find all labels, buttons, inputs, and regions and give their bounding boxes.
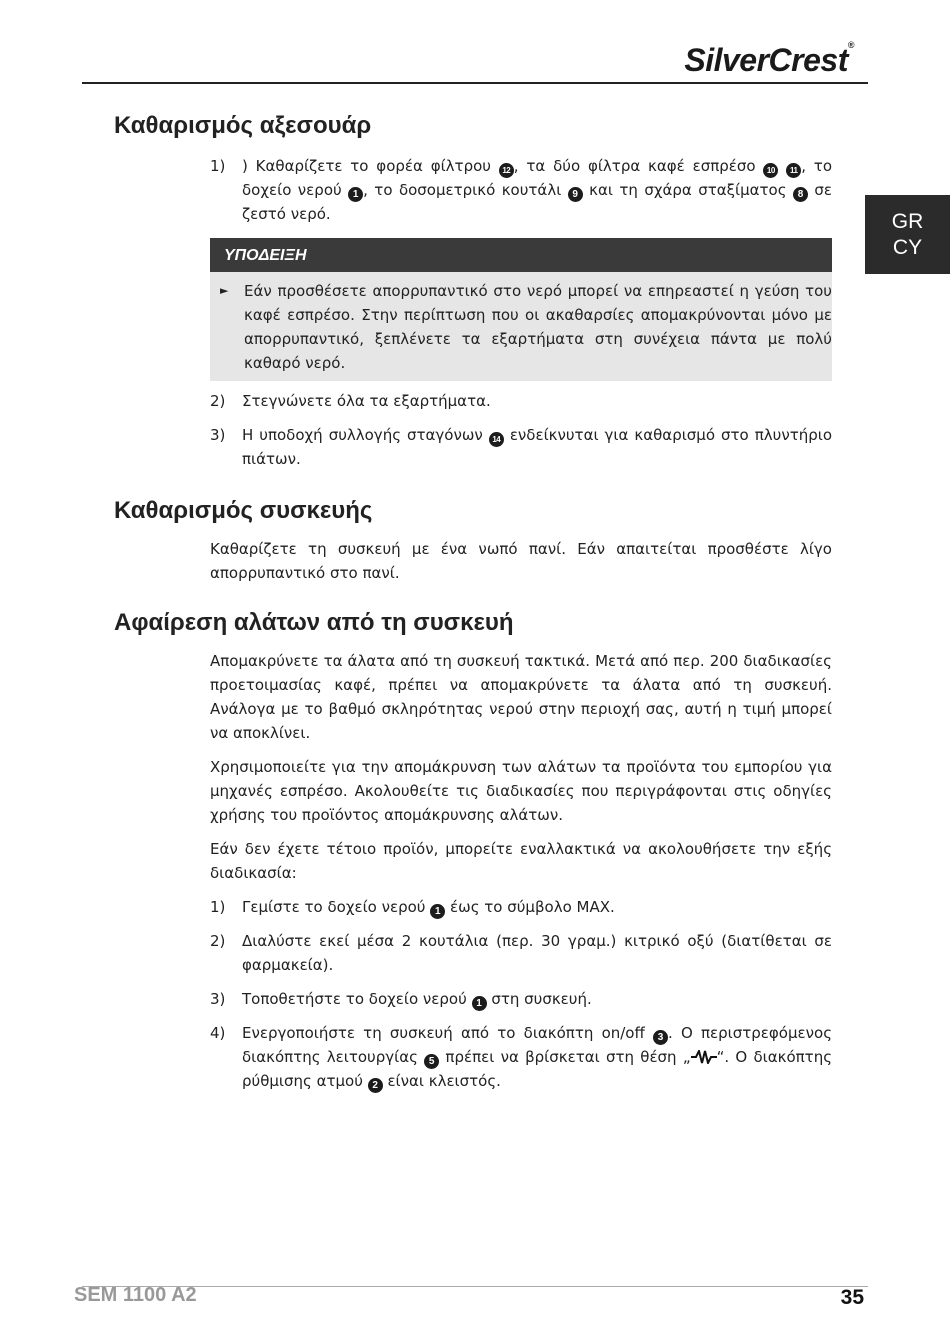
part-number-badge: 1 <box>472 996 487 1011</box>
list-item: 1) Γεμίστε το δοχείο νερού 1 έως το σύμβολο MAX. <box>210 898 615 917</box>
header-rule <box>82 82 868 84</box>
brand-logo: SilverCrest® <box>684 40 854 78</box>
part-number-badge: 9 <box>568 187 583 202</box>
list-item: 3) Η υποδοχή συλλογής σταγόνων 14 ενδείκνυται για καθαρισμό στο πλυντήριο πιάτων. <box>210 426 833 468</box>
descale-symbol-icon <box>691 1050 717 1064</box>
section-body-accessories <box>210 154 832 471</box>
part-number-badge: 1 <box>430 904 445 919</box>
note-heading: ΥΠΟΔΕΙΞΗ <box>210 238 832 272</box>
section-body-device-cleaning: Καθαρίζετε τη συσκευή με ένα νωπό πανί. Εάν απαιτείται προσθέστε λίγο απορρυπαντικό στο πανί. <box>210 540 832 582</box>
list-item: 3) Τοποθετήστε το δοχείο νερού 1 στη συσκευή. <box>210 990 592 1009</box>
list-item: 2) Στεγνώνετε όλα τα εξαρτήματα. <box>210 392 491 410</box>
part-number-badge: 12 <box>499 163 514 178</box>
list-item: 4) Ενεργοποιήστε τη συσκευή από το διακόπτη on/off 3 . Ο περιστρεφόμενος διακόπτης λειτουργίας 5 πρέπει να βρίσκεται στη θέση „ “. Ο διακόπτης ρύθμισης ατμού 2 είναι κλειστός. <box>210 1024 833 1091</box>
model-number: SEM 1100 A2 <box>74 1284 197 1306</box>
part-number-badge: 14 <box>489 432 504 447</box>
note-box <box>210 238 832 381</box>
language-tab <box>865 195 950 274</box>
triangle-right-icon: ► <box>220 284 229 297</box>
note-text: Εάν προσθέσετε απορρυπαντικό στο νερό μπορεί να επηρεαστεί η γεύση του καφέ εσπρέσο. Στην περίπτωση που οι ακαθαρσίες απομακρύνονται μόνο με απορρυπαντικό, ξεπλένετε τα εξαρτήματα στη συνέχεια πάντα με πολύ καθαρό νερό. <box>244 282 832 372</box>
list-item: 1) ) Καθαρίζετε το φορέα φίλτρου 12 , τα δύο φίλτρα καφέ εσπρέσο 10 11 , το δοχείο νερού 1 , το δοσομετρικό κουτάλι 9 και τη σχάρα σταξίματος 8 σε ζεστό νερό. <box>210 157 833 223</box>
language-code-cy: CY <box>892 235 923 259</box>
part-number-badge: 5 <box>424 1054 439 1069</box>
section-title-accessories: Καθαρισμός αξεσουάρ <box>114 112 372 139</box>
language-code-gr: GR <box>891 209 924 233</box>
paragraph: Χρησιμοποιείτε για την απομάκρυνση των αλάτων τα προϊόντα του εμπορίου για μηχανές εσπρέσο. Ακολουθείτε τις διαδικασίες που περιγράφονται στις οδηγίες χρήσης του προϊόντος απομάκρυνσης αλάτων. <box>210 758 832 824</box>
list-item: 2) Διαλύστε εκεί μέσα 2 κουτάλια (περ. 30 γραμ.) κιτρικό οξύ (διατίθεται σε φαρμακεία). <box>210 932 832 974</box>
part-number-badge: 3 <box>653 1030 668 1045</box>
part-number-badge: 11 <box>786 163 801 178</box>
part-number-badge: 2 <box>368 1078 383 1093</box>
paragraph: Απομακρύνετε τα άλατα από τη συσκευή τακτικά. Μετά από περ. 200 διαδικασίες προετοιμασίας καφέ, πρέπει να απομακρύνετε τα άλατα από τη συσκευή. Ανάλογα με το βαθμό σκληρότητας νερού στην περιοχή σας, αυτή η τιμή μπορεί να αποκλίνει. <box>210 652 832 742</box>
footer-rule <box>82 1286 868 1287</box>
paragraph: Εάν δεν έχετε τέτοιο προϊόν, μπορείτε εναλλακτικά να ακολουθήσετε την εξής διαδικασία: <box>210 840 832 882</box>
part-number-badge: 8 <box>793 187 808 202</box>
part-number-badge: 10 <box>763 163 778 178</box>
part-number-badge: 1 <box>348 187 363 202</box>
section-title-descaling: Αφαίρεση αλάτων από τη συσκευή <box>114 609 514 636</box>
page-number: 35 <box>840 1286 864 1309</box>
section-body-descaling <box>210 649 832 1093</box>
page-content <box>114 112 832 1093</box>
section-title-device-cleaning: Καθαρισμός συσκευής <box>114 497 373 524</box>
